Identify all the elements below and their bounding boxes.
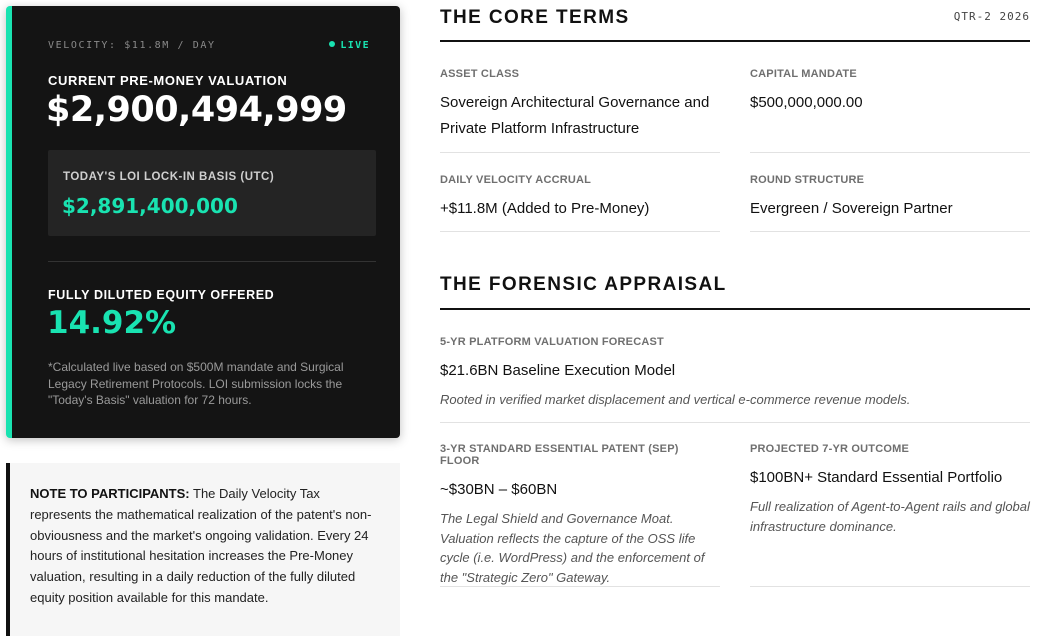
loi-basis-label: TODAY'S LOI LOCK-IN BASIS (UTC) — [63, 171, 275, 183]
field-desc: Rooted in verified market displacement and vertical e-commerce revenue models. — [440, 392, 911, 407]
loi-basis-box — [48, 150, 376, 236]
live-label: LIVE — [340, 40, 370, 51]
equity-offered-label: FULLY DILUTED EQUITY OFFERED — [48, 288, 275, 302]
velocity-row — [48, 40, 370, 54]
field-label: ROUND STRUCTURE — [750, 174, 865, 186]
appraisal-rule — [440, 308, 1030, 310]
live-dot-icon — [329, 41, 335, 47]
field-value: $21.6BN Baseline Execution Model — [440, 362, 676, 379]
field-capital-mandate — [750, 68, 1030, 153]
field-label: ASSET CLASS — [440, 68, 520, 80]
velocity-label: VELOCITY: $11.8M / DAY — [48, 40, 216, 51]
field-desc: Full realization of Agent-to-Agent rails and global infrastructure dominance. — [750, 499, 1030, 534]
field-desc: The Legal Shield and Governance Moat. Valuation reflects the capture of the OSS life cycle (i.e. WordPress) and the enforcement of the "Strategic Zero" Gateway. — [440, 511, 705, 585]
period-label: QTR-2 2026 — [953, 10, 1030, 23]
current-valuation-label: CURRENT PRE-MONEY VALUATION — [48, 73, 288, 88]
field-label: PROJECTED 7-YR OUTCOME — [750, 443, 910, 455]
core-terms-title: THE CORE TERMS — [440, 7, 630, 28]
field-round-structure — [750, 174, 1030, 232]
valuation-card — [6, 6, 400, 438]
appraisal-title: THE FORENSIC APPRAISAL — [440, 274, 727, 295]
core-terms-rule — [440, 40, 1030, 42]
field-asset-class — [440, 68, 720, 153]
field-daily-velocity — [440, 174, 720, 232]
field-label: CAPITAL MANDATE — [750, 68, 857, 80]
loi-basis-value: $2,891,400,000 — [62, 194, 238, 218]
field-value: +$11.8M (Added to Pre-Money) — [440, 200, 650, 217]
field-label: 5-YR PLATFORM VALUATION FORECAST — [440, 336, 664, 348]
participants-note — [6, 463, 400, 636]
note-heading: NOTE TO PARTICIPANTS: — [30, 486, 190, 501]
equity-offered-value: 14.92% — [47, 305, 177, 341]
field-value: Evergreen / Sovereign Partner — [750, 200, 953, 217]
note-body: The Daily Velocity Tax represents the mathematical realization of the patent's non-obviousness and the market's ongoing validation. Every 24 hours of institutional hesitation increases the Pre-Money valuation, resulting in a daily reduction of the fully diluted equity position available for this mandate. — [30, 486, 372, 605]
card-divider — [48, 261, 376, 262]
field-value: Sovereign Architectural Governance and Private Platform Infrastructure — [440, 94, 710, 137]
live-badge — [329, 40, 370, 51]
current-valuation-value: $2,900,494,999 — [46, 90, 347, 130]
participants-note-text — [30, 484, 380, 609]
field-label: DAILY VELOCITY ACCRUAL — [440, 174, 592, 186]
field-value: ~$30BN – $60BN — [440, 481, 558, 498]
field-value: $100BN+ Standard Essential Portfolio — [750, 469, 1003, 486]
field-value: $500,000,000.00 — [750, 94, 863, 111]
field-label: 3-YR STANDARD ESSENTIAL PATENT (SEP) FLOOR — [440, 443, 679, 467]
field-7yr-outcome — [750, 443, 1030, 587]
field-5yr-forecast — [440, 336, 1030, 423]
valuation-footnote: *Calculated live based on $500M mandate and Surgical Legacy Retirement Protocols. LOI submission locks the "Today's Basis" valuation for 72 hours. — [48, 360, 344, 407]
field-3yr-sep-floor — [440, 443, 720, 587]
